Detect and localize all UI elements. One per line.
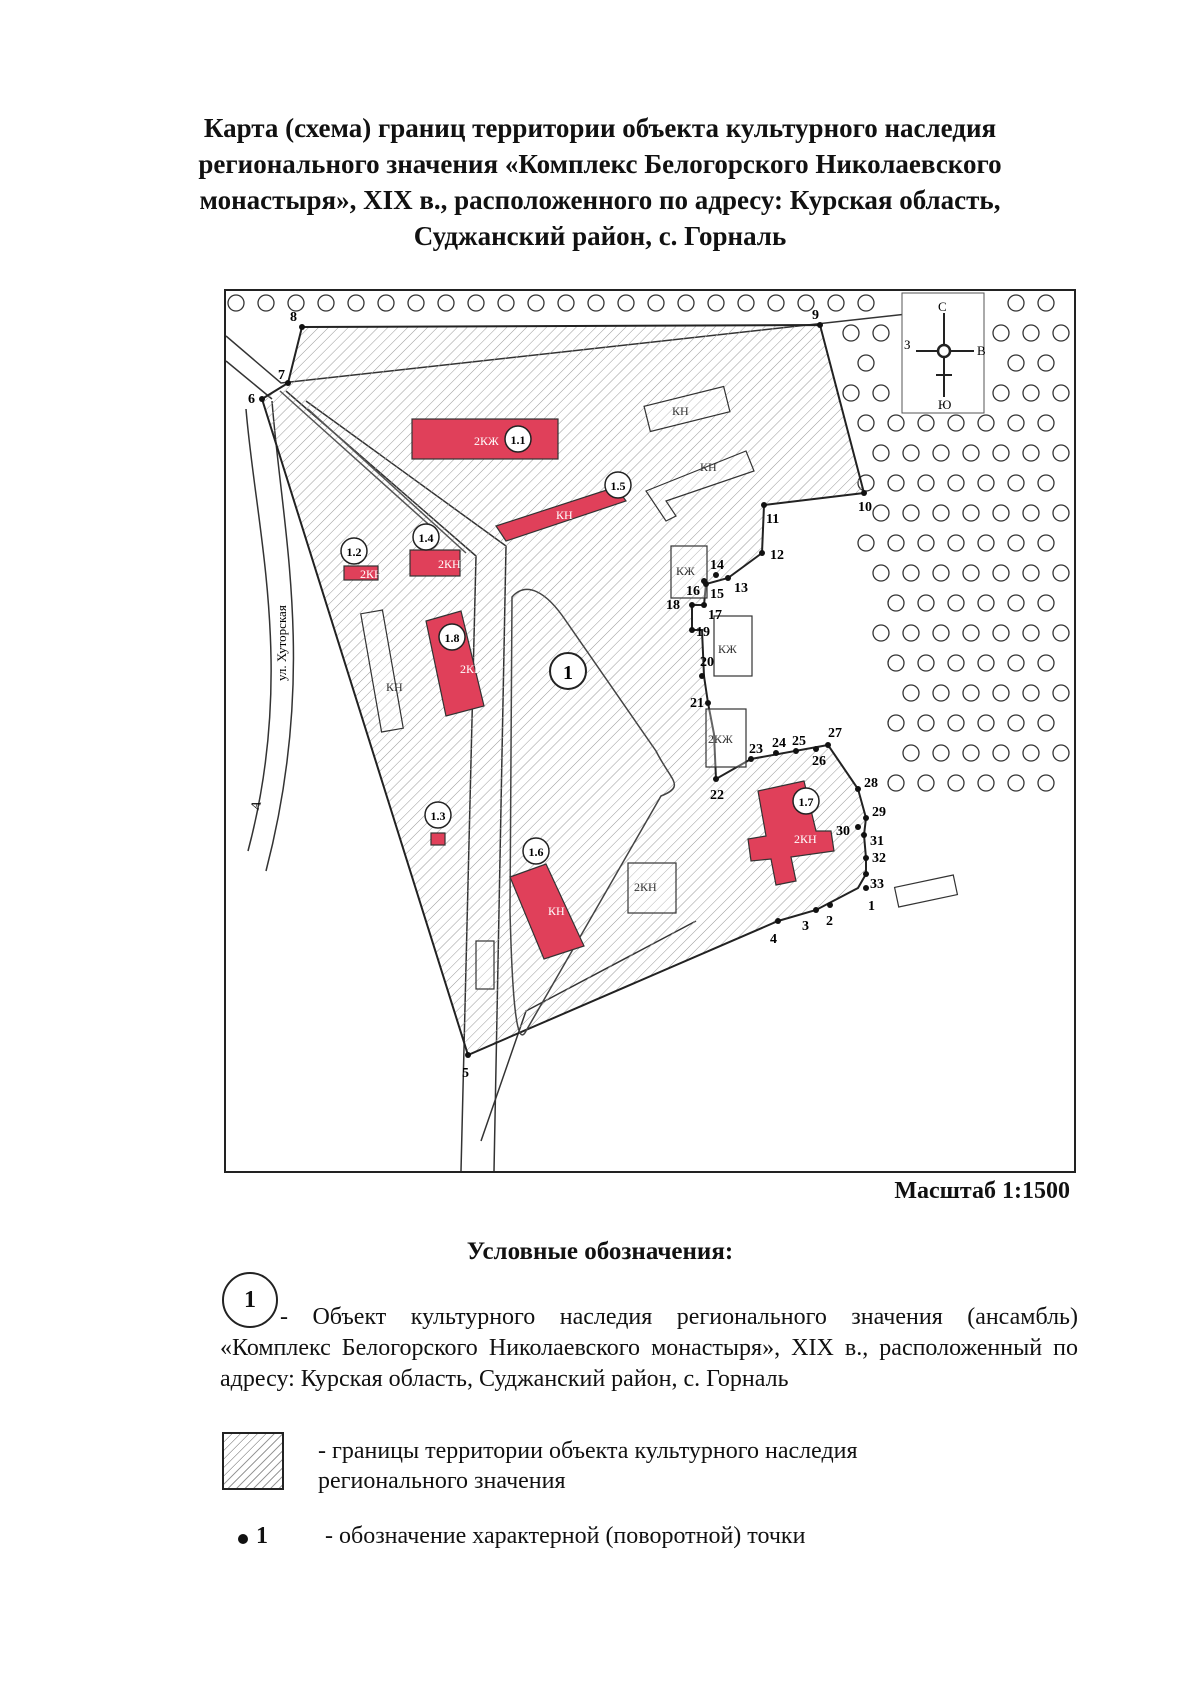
forest-circle: [708, 295, 724, 311]
forest-circle: [378, 295, 394, 311]
forest-circle: [948, 415, 964, 431]
turning-point-label: 20: [700, 655, 714, 670]
legend-point-text: - обозначение характерной (поворотной) точки: [325, 1523, 806, 1549]
turning-point-label: 7: [278, 368, 285, 383]
forest-circle: [888, 775, 904, 791]
forest-circle: [588, 295, 604, 311]
turning-point-label: 16: [686, 584, 700, 599]
forest-circle: [903, 685, 919, 701]
turning-point: [863, 855, 869, 861]
forest-circle: [1008, 415, 1024, 431]
forest-circle: [1053, 505, 1069, 521]
forest-circle: [903, 625, 919, 641]
turning-point: [465, 1052, 471, 1058]
forest-circle: [888, 415, 904, 431]
forest-circle: [963, 625, 979, 641]
forest-circle: [888, 475, 904, 491]
turning-point: [855, 786, 861, 792]
turning-point-label: 4: [770, 932, 777, 947]
forest-circle: [918, 415, 934, 431]
forest-circle: [948, 475, 964, 491]
forest-circle: [978, 415, 994, 431]
street-label: ул. Хуторская: [274, 605, 289, 681]
forest-circle: [933, 685, 949, 701]
compass-west: З: [904, 337, 911, 352]
turning-point-label: 17: [708, 608, 722, 623]
building-type: 2КН: [794, 832, 817, 846]
turning-point: [827, 902, 833, 908]
forest-circle: [1053, 325, 1069, 341]
forest-circle: [843, 325, 859, 341]
forest-circle: [843, 385, 859, 401]
forest-circle: [288, 295, 304, 311]
road-letter: А: [246, 798, 265, 813]
turning-point-label: 2: [826, 914, 833, 929]
turning-point: [761, 502, 767, 508]
forest-circle: [1038, 475, 1054, 491]
turning-point-label: 5: [462, 1066, 469, 1081]
object-number: 1: [563, 662, 573, 684]
turning-point: [285, 380, 291, 386]
forest-circle: [933, 445, 949, 461]
forest-circle: [618, 295, 634, 311]
other-building-label: КЖ: [718, 642, 737, 656]
forest-circle: [498, 295, 514, 311]
map-frame: [224, 289, 1076, 1173]
forest-circle: [348, 295, 364, 311]
turning-point: [863, 815, 869, 821]
turning-point: [701, 578, 707, 584]
forest-circle: [1053, 565, 1069, 581]
turning-point-label: 11: [766, 512, 780, 527]
forest-circle: [873, 325, 889, 341]
forest-circle: [948, 775, 964, 791]
legend-boundary-swatch: [222, 1432, 284, 1490]
forest-circle: [1038, 715, 1054, 731]
forest-circle: [903, 505, 919, 521]
forest-circle: [993, 325, 1009, 341]
turning-point-label: 27: [828, 726, 842, 741]
turning-point: [759, 550, 765, 556]
building-type: 2КЖ: [474, 434, 499, 448]
forest-circle: [1008, 475, 1024, 491]
forest-circle: [978, 715, 994, 731]
turning-point-label: 26: [812, 754, 826, 769]
forest-circle: [993, 505, 1009, 521]
title-line-1: Карта (схема) границ территории объекта культурного наследия: [203, 113, 997, 143]
turning-point-label: 32: [872, 851, 886, 866]
turning-point-label: 21: [690, 696, 704, 711]
turning-point: [863, 871, 869, 877]
forest-circle: [858, 415, 874, 431]
forest-circle: [933, 565, 949, 581]
turning-point-label: 9: [812, 308, 819, 323]
compass-north: С: [938, 299, 947, 314]
forest-circle: [993, 565, 1009, 581]
forest-circle: [933, 625, 949, 641]
turning-point-label: 1: [868, 899, 875, 914]
building-type: 2КН: [360, 567, 383, 581]
forest-circle: [858, 535, 874, 551]
forest-circle: [873, 565, 889, 581]
turning-point-label: 18: [666, 598, 680, 613]
forest-circle: [963, 445, 979, 461]
forest-circle: [948, 715, 964, 731]
turning-point: [299, 324, 305, 330]
turning-point: [705, 700, 711, 706]
turning-point-label: 28: [864, 776, 878, 791]
building-type: 2КН: [438, 557, 461, 571]
forest-circle: [1053, 745, 1069, 761]
turning-point-label: 33: [870, 877, 884, 892]
forest-circle: [1008, 595, 1024, 611]
legend-boundary-text: [318, 1436, 1018, 1496]
forest-circle: [1053, 625, 1069, 641]
turning-point: [863, 885, 869, 891]
turning-point-label: 19: [696, 625, 710, 640]
turning-point: [701, 602, 707, 608]
forest-circle: [1023, 505, 1039, 521]
forest-circle: [888, 595, 904, 611]
forest-circle: [528, 295, 544, 311]
forest-circle: [978, 655, 994, 671]
turning-point: [855, 824, 861, 830]
forest-circle: [903, 445, 919, 461]
forest-circle: [678, 295, 694, 311]
turning-point: [689, 627, 695, 633]
turning-point-label: 29: [872, 805, 886, 820]
forest-circle: [948, 595, 964, 611]
turning-point-label: 25: [792, 734, 806, 749]
other-building-9: [895, 875, 958, 907]
building-id: 1.2: [346, 545, 362, 559]
forest-circle: [1053, 685, 1069, 701]
forest-circle: [258, 295, 274, 311]
legend-point-dot: [238, 1534, 248, 1544]
turning-point: [713, 776, 719, 782]
building-id: 1.4: [418, 531, 434, 545]
forest-circle: [993, 745, 1009, 761]
forest-circle: [978, 475, 994, 491]
forest-circle: [1008, 715, 1024, 731]
forest-circle: [888, 535, 904, 551]
forest-circle: [408, 295, 424, 311]
other-building-label: КН: [672, 404, 689, 418]
forest-circle: [648, 295, 664, 311]
legend-boundary-line-1: - границы территории объекта культурного наследия: [318, 1438, 858, 1464]
forest-circle: [1038, 595, 1054, 611]
forest-circle: [873, 505, 889, 521]
page-title: [150, 110, 1050, 254]
forest-circle: [1053, 445, 1069, 461]
turning-point-label: 12: [770, 548, 784, 563]
turning-point: [813, 746, 819, 752]
legend-boundary-line-2: регионального значения: [318, 1468, 566, 1494]
forest-circle: [933, 505, 949, 521]
turning-point: [813, 907, 819, 913]
other-building-label: КН: [386, 680, 403, 694]
forest-circle: [1008, 355, 1024, 371]
forest-circle: [768, 295, 784, 311]
forest-circle: [858, 355, 874, 371]
forest-circle: [873, 625, 889, 641]
turning-point-label: 30: [836, 824, 850, 839]
forest-circle: [738, 295, 754, 311]
forest-circle: [978, 775, 994, 791]
legend-point-number: 1: [256, 1523, 268, 1549]
turning-point: [699, 673, 705, 679]
forest-circle: [468, 295, 484, 311]
forest-circle: [1008, 295, 1024, 311]
forest-circle: [918, 475, 934, 491]
forest-circle: [1023, 445, 1039, 461]
turning-point: [689, 602, 695, 608]
building-id: 1.7: [798, 795, 814, 809]
forest-circle: [933, 745, 949, 761]
other-building-label: 2КН: [634, 880, 657, 894]
forest-circle: [993, 685, 1009, 701]
turning-point-label: 24: [772, 736, 786, 751]
building-id: 1.3: [430, 809, 446, 823]
turning-point: [825, 742, 831, 748]
forest-circle: [948, 535, 964, 551]
forest-circle: [1038, 355, 1054, 371]
legend-title: Условные обозначения:: [466, 1238, 734, 1265]
other-building-label: 2КЖ: [708, 732, 733, 746]
building-type: КН: [556, 508, 573, 522]
turning-point-label: 13: [734, 581, 748, 596]
other-building-label: КЖ: [676, 564, 695, 578]
forest-circle: [963, 505, 979, 521]
turning-point: [775, 918, 781, 924]
forest-circle: [1008, 535, 1024, 551]
forest-circle: [948, 655, 964, 671]
building-id: 1.1: [510, 433, 526, 447]
forest-circle: [963, 565, 979, 581]
forest-circle: [903, 565, 919, 581]
forest-circle: [1008, 775, 1024, 791]
forest-circle: [1008, 655, 1024, 671]
compass-east: В: [977, 343, 986, 358]
turning-point-label: 22: [710, 788, 724, 803]
forest-circle: [1053, 385, 1069, 401]
turning-point-label: 23: [749, 742, 763, 757]
other-building-8: [476, 941, 494, 989]
forest-circle: [1023, 745, 1039, 761]
forest-circle: [918, 775, 934, 791]
forest-circle: [318, 295, 334, 311]
forest-circle: [918, 655, 934, 671]
forest-circle: [1023, 685, 1039, 701]
forest-circle: [1023, 385, 1039, 401]
forest-circle: [1023, 625, 1039, 641]
turning-point-label: 31: [870, 834, 884, 849]
turning-point-label: 15: [710, 587, 724, 602]
forest-circle: [963, 745, 979, 761]
compass-south: Ю: [938, 397, 952, 412]
forest-circle: [558, 295, 574, 311]
forest-circle: [918, 595, 934, 611]
forest-circle: [1038, 775, 1054, 791]
forest-circle: [873, 445, 889, 461]
building-id: 1.5: [610, 479, 626, 493]
forest-circle: [918, 535, 934, 551]
forest-circle: [1023, 325, 1039, 341]
forest-circle: [438, 295, 454, 311]
forest-circle: [993, 445, 1009, 461]
forest-circle: [963, 685, 979, 701]
turning-point-label: 3: [802, 919, 809, 934]
forest-circle: [978, 595, 994, 611]
turning-point-label: 6: [248, 392, 255, 407]
forest-circle: [918, 715, 934, 731]
turning-point-label: 8: [290, 310, 297, 325]
forest-circle: [888, 715, 904, 731]
turning-point-label: 10: [858, 500, 872, 515]
forest-circle: [993, 385, 1009, 401]
map-canvas: [226, 291, 1074, 1171]
forest-circle: [828, 295, 844, 311]
building-type: КН: [548, 904, 565, 918]
building-id: 1.8: [444, 631, 460, 645]
turning-point: [259, 396, 265, 402]
forest-circle: [858, 295, 874, 311]
forest-circle: [873, 385, 889, 401]
turning-point: [861, 832, 867, 838]
forest-circle: [1038, 415, 1054, 431]
forest-circle: [888, 655, 904, 671]
building-type: 2КН: [460, 662, 483, 676]
forest-circle: [1038, 535, 1054, 551]
forest-circle: [978, 535, 994, 551]
building-id: 1.6: [528, 845, 544, 859]
turning-point: [861, 490, 867, 496]
legend-object-symbol: 1: [222, 1272, 278, 1328]
turning-point-label: 14: [710, 558, 724, 573]
scale-label: Масштаб 1:1500: [894, 1178, 1070, 1204]
forest-circle: [1038, 655, 1054, 671]
other-building-label: КН: [700, 460, 717, 474]
title-line-3: монастыря», XIX в., расположенного по адресу: Курская область,: [199, 185, 1001, 215]
title-line-4: Суджанский район, с. Горналь: [413, 221, 787, 251]
building-1-3: [431, 833, 445, 845]
title-line-2: регионального значения «Комплекс Белогорского Николаевского: [198, 149, 1002, 179]
forest-circle: [903, 745, 919, 761]
forest-circle: [228, 295, 244, 311]
forest-circle: [1038, 295, 1054, 311]
turning-point: [725, 575, 731, 581]
forest-circle: [993, 625, 1009, 641]
legend-object-text: - Объект культурного наследия регионального значения (ансамбль) «Комплекс Белогорского Николаевского монастыря», XIX в., расположенный по адресу: Курская область, Суджанский район, с. Горналь: [220, 1304, 1078, 1392]
forest-circle: [1023, 565, 1039, 581]
